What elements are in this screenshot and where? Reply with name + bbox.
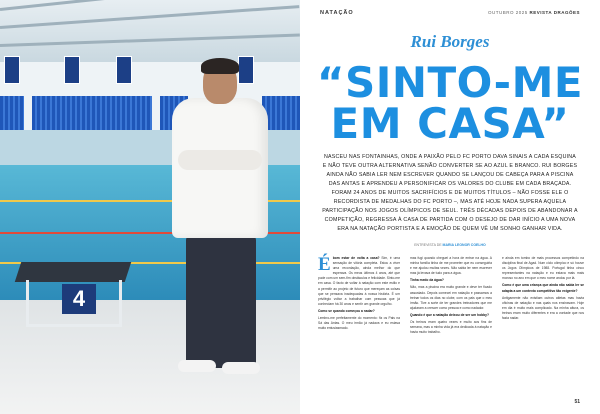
answer: mas fugi quando cheguei a hora de entrar na água. A minha família tinha de me prometer que eu conseguiria e me ajudou muitas vezes. Não sabia ler nem escrever mas já levava de tudo para a água. [410, 256, 492, 276]
magazine-name: REVISTA DRAGÕES [529, 10, 580, 15]
article-page [300, 0, 600, 414]
drop-cap: É [318, 254, 331, 275]
starting-block [18, 262, 128, 322]
answer: Lembro-me perfeitamente do momento: fiz os Pais na Sá das Antas. O meu irmão já nadava e eu estava muito entusiasmado. [318, 316, 400, 331]
body-column-3 [502, 256, 584, 323]
person-crossed-arms [178, 150, 262, 170]
byline-author: MARIA LEONOR COELHO [442, 243, 486, 247]
byline [300, 244, 600, 248]
article-body [318, 256, 584, 396]
answer: e ainda em tombo de mais processos competindo na disciplina final de Agad. Num ciclo olímpico e só houve os Jogos Olímpicos de 1988. Portugal tinha cinco representantes na natação e eu estava mais mais moroso no ano em que o meu nome andou por lá. [502, 256, 584, 281]
person-shoe [178, 360, 216, 372]
lane-number: 4 [62, 284, 96, 314]
body-column-2 [410, 256, 492, 337]
question: Como é que uma criança que ainda não sabia ler se adapta a um contexto competitivo tão exigente? [502, 283, 584, 293]
person-trousers [186, 236, 256, 368]
running-header [488, 11, 580, 16]
person-shoe [222, 362, 260, 374]
question: Quando é que a natação deixou de ser um hobby? [410, 312, 489, 317]
interviewee-name: Rui Borges [410, 32, 490, 51]
question: Como se quando começou a nadar? [318, 308, 375, 313]
club-banner [238, 56, 254, 84]
issue-date: OUTUBRO 2025 [487, 10, 528, 15]
club-banner [64, 56, 80, 84]
question: bom estar de volta a casa? [332, 256, 380, 260]
answer: Os treinos eram quatro vezes e muito aos fins de semana, mas a minha vida já era dedicada à natação e havia muito trabalho. [410, 320, 492, 335]
headline-line-1: “SINTO-ME [316, 58, 584, 107]
lead-paragraph: NASCEU NAS FONTAINHAS, ONDE A PAIXÃO PELO FC PORTO DAVA SINAIS A CADA ESQUINA E NÃO TEVE OUTRA ALTERNATIVA SENÃO CONVERTER SE AO AZUL E BRANCO. RUI BORGES AINDA NÃO SABIA LER NEM ESCREVER QUANDO SE LANÇOU DE CABEÇA PARA A PISCINA DAS ANTAS E APRENDEU A PERSONIFICAR OS VALORES DO CLUBE EM CADA BRAÇADA. FORAM 24 ANOS DE MUITOS SACRIFÍCIOS E DE MUITOS TÍTULOS – NÃO FOSSE ELE O RECORDISTA DE MEDALHAS DO FC PORTO –, MAS ATÉ HOJE NADA SUPERA AQUELA PARTICIPAÇÃO NOS JOGOS OLÍMPICOS DE SEUL. TRÊS DÉCADAS DEPOIS DE ABANDONAR A COMPETIÇÃO, REGRESSA À CASA DE PARTIDA COM O DESEJO DE DAR INÍCIO A UMA NOVA ERA NA NATAÇÃO PORTISTA E A EMOÇÃO DE QUEM VÊ UM SONHO GANHAR VIDA. [322, 154, 578, 232]
stand-seats [0, 96, 24, 130]
starting-block-platform [15, 262, 131, 282]
body-column-1 [318, 256, 400, 333]
headline-quote [300, 58, 600, 148]
club-banner [116, 56, 132, 84]
answer: Sim, é uma sensação de vitória completa. Estou a viver uma recordação, ainda melhor do que esperava. Os meus últimos 4 anos, até que pude com um sem-fim obstáculos e felicidade. Sinto-me em casa. O facto de voltar à natação com este estilo e a permitir ao projeto de futuro que mereçam as coisas que se pensava inadequadas à nossa história. É um privilégio voltar a trabalhar com pessoas que já conheciam há 30 anos e sentir um grande orgulho. [318, 256, 400, 306]
question: Tinha medo da água? [410, 278, 444, 283]
person-hair [201, 58, 239, 74]
stand-seats [32, 96, 152, 130]
section-title: NATAÇÃO [320, 10, 354, 16]
answer: Antigamente não existiam outros atletas mas havia oficinas de natação e nas quais nos ensinavam. Hoje em dia é muito mais complicado. Na minha altura, os treinos eram muito diferentes e era a vontade que nos fazia nadar. [502, 295, 584, 321]
headline-line-2: EM CASA” [330, 99, 570, 148]
byline-prefix: ENTREVISTA DE [414, 243, 442, 247]
answer: Não, mas a piscina era muito grande e deve ter ficado assustado. Depois comecei em natação e passamos a treinar todos os dias no clube, com os pais que o meu irmão. Tive a sorte de ter grandes treinadores que me ajudaram a crescer como pessoa e como nadador. [410, 285, 492, 310]
page-number: 51 [574, 399, 580, 405]
club-banner [4, 56, 20, 84]
